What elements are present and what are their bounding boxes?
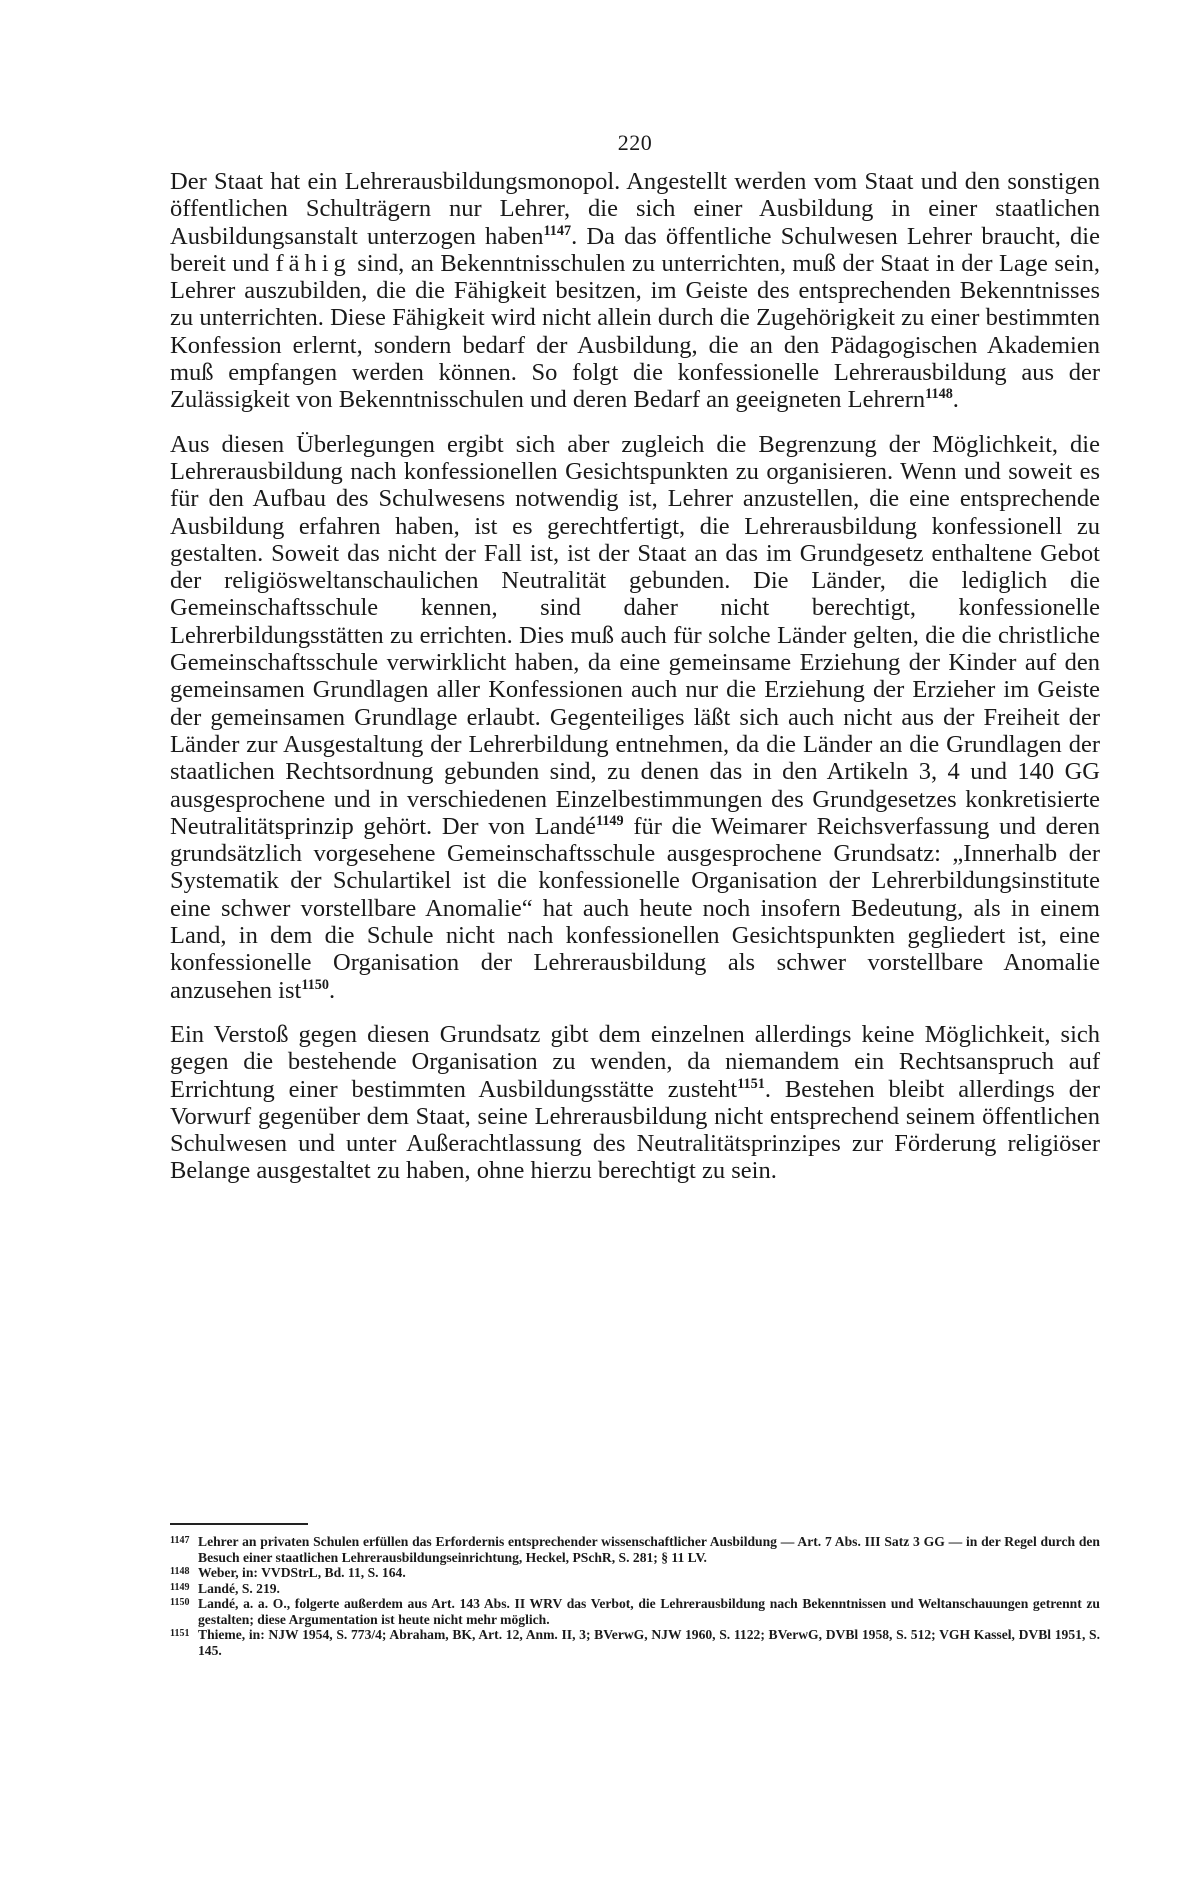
footnote-text: Weber, in: VVDStrL, Bd. 11, S. 164. bbox=[198, 1565, 406, 1580]
footnote-number: 1148 bbox=[170, 1566, 190, 1577]
footnote-ref-1150[interactable]: 1150 bbox=[301, 976, 329, 993]
footnote-text: Thieme, in: NJW 1954, S. 773/4; Abraham, BK, Art. 12, Anm. II, 3; BVerwG, NJW 1960, S. 1122; BVerwG, DVBl 1958, S. 512; VGH Kassel, DVBl 1951, S. 145. bbox=[198, 1627, 1100, 1658]
footnote-text: Landé, a. a. O., folgerte außerdem aus Art. 143 Abs. II WRV das Verbot, die Lehrerausbildung nach Bekenntnissen und Weltanschauungen getrennt zu gestalten; diese Argumentation ist heute nicht mehr möglich. bbox=[198, 1596, 1100, 1627]
footnote-1149 bbox=[170, 1581, 1100, 1597]
footnote-divider bbox=[170, 1523, 308, 1525]
footnote-ref-1148[interactable]: 1148 bbox=[925, 386, 953, 403]
body-paragraph-1 bbox=[170, 168, 1100, 414]
footnote-number: 1147 bbox=[170, 1535, 190, 1546]
body-paragraph-3 bbox=[170, 1021, 1100, 1185]
footnote-1148 bbox=[170, 1565, 1100, 1581]
footnotes-section bbox=[170, 1534, 1100, 1658]
footnote-ref-1149[interactable]: 1149 bbox=[596, 812, 624, 829]
document-page bbox=[170, 130, 1100, 1658]
paragraph-text: . Da das öffentliche Schulwesen Lehrer braucht, die bereit und bbox=[170, 222, 1100, 277]
page-number: 220 bbox=[617, 130, 653, 155]
footnote-number: 1151 bbox=[170, 1628, 190, 1639]
paragraph-text: sind, an Bekenntnisschulen zu unterrichten, muß der Staat in der Lage sein, Lehrer auszubilden, die die Fähigkeit besitzen, im Geiste des entsprechenden Bekenntnisses zu unterrichten. Diese Fähigkeit wird nicht allein durch die Zugehörigkeit zu einer bestimmten Konfession erlernt, sondern bedarf der Ausbildung, die an den Pädagogischen Akademien muß empfangen werden können. So folgt die konfessionelle Lehrerausbildung aus der Zulässigkeit von Bekenntnisschulen und deren Bedarf an geeigneten Lehrern bbox=[170, 249, 1100, 414]
footnote-text: Lehrer an privaten Schulen erfüllen das Erfordernis entsprechender wissenschaftlicher Ausbildung — Art. 7 Abs. III Satz 3 GG — in der Regel durch den Besuch einer staatlichen Lehrerausbildungseinrichtung, Heckel, PSchR, S. 281; § 11 LV. bbox=[198, 1534, 1100, 1565]
footnote-text: Landé, S. 219. bbox=[198, 1580, 280, 1596]
paragraph-text: . bbox=[328, 976, 336, 1004]
footnote-ref-1151[interactable]: 1151 bbox=[737, 1075, 765, 1092]
paragraph-text: Aus diesen Überlegungen ergibt sich aber zugleich die Begrenzung der Möglichkeit, die Lehrerausbildung nach konfessionellen Gesichtspunkten zu organisieren. Wenn und soweit es für den Aufbau des Schulwesens notwendig ist, Lehrer anzustellen, die eine entsprechende Ausbildung erfahren haben, ist es gerechtfertigt, die Lehrerausbildung konfessionell zu gestalten. Soweit das nicht der Fall ist, ist der Staat an das im Grundgesetz enthaltene Gebot der religiösweltanschaulichen Neutralität gebunden. Die Länder, die lediglich die Gemeinschaftsschule kennen, sind daher nicht berechtigt, konfessionelle Lehrerbildungsstätten zu errichten. Dies muß auch für solche Länder gelten, die die christliche Gemeinschaftsschule verwirklicht haben, da eine gemeinsame Erziehung der Kinder auf den gemeinsamen Grundlagen aller Konfessionen auch nur die Erziehung der Erzieher im Geiste der gemeinsamen Grundlage erlaubt. Gegenteiliges läßt sich auch nicht aus der Freiheit der Länder zur Ausgestaltung der Lehrerbildung entnehmen, da die Länder an die Grundlagen der staatlichen Rechtsordnung gebunden sind, zu denen das in den Artikeln 3, 4 und 140 GG ausgesprochene und in verschiedenen Einzelbestimmungen des Grundgesetzes konkretisierte Neutralitätsprinzip gehört. Der von Landé bbox=[170, 430, 1100, 840]
footnote-number: 1149 bbox=[170, 1581, 190, 1593]
footnote-1147 bbox=[170, 1534, 1100, 1565]
emphasized-word: fähig bbox=[275, 249, 351, 277]
paragraph-text: . Bestehen bleibt allerdings der Vorwurf gegenüber dem Staat, seine Lehrerausbildung nicht entsprechend seinem öffentlichen Schulwesen und unter Außerachtlassung des Neutralitätsprinzipes zur Förderung religiöser Belange ausgestaltet zu haben, ohne hierzu berechtigt zu sein. bbox=[170, 1075, 1100, 1185]
paragraph-text: . bbox=[952, 386, 959, 414]
footnote-1151 bbox=[170, 1627, 1100, 1658]
paragraph-text: für die Weimarer Reichsverfassung und deren grundsätzlich vorgesehene Gemeinschaftsschule ausgesprochene Grundsatz: „Innerhalb der Systematik der Schulartikel ist die konfessionelle Organisation der Lehrerbildungsinstitute eine schwer vorstellbare Anomalie“ hat auch heute noch insofern Bedeutung, als in einem Land, in dem die Schule nicht nach konfessionellen Gesichtspunkten gegliedert ist, eine konfessionelle Organisation der Lehrerausbildung als schwer vorstellbare Anomalie anzusehen ist bbox=[170, 812, 1100, 1004]
footnote-1150 bbox=[170, 1596, 1100, 1627]
paragraph-text: Der Staat hat ein Lehrerausbildungsmonopol. Angestellt werden vom Staat und den sonstigen öffentlichen Schulträgern nur Lehrer, die sich einer Ausbildung in einer staatlichen Ausbildungsanstalt unterzogen haben bbox=[170, 168, 1100, 250]
body-paragraph-2 bbox=[170, 431, 1100, 1004]
paragraph-text: Ein Verstoß gegen diesen Grundsatz gibt dem einzelnen allerdings keine Möglichkeit, sich gegen die bestehende Organisation zu wenden, da niemandem ein Rechtsanspruch auf Errichtung einer bestimmten Ausbildungsstätte zusteht bbox=[170, 1020, 1100, 1103]
footnote-number: 1150 bbox=[170, 1597, 190, 1608]
footnote-ref-1147[interactable]: 1147 bbox=[543, 222, 572, 239]
